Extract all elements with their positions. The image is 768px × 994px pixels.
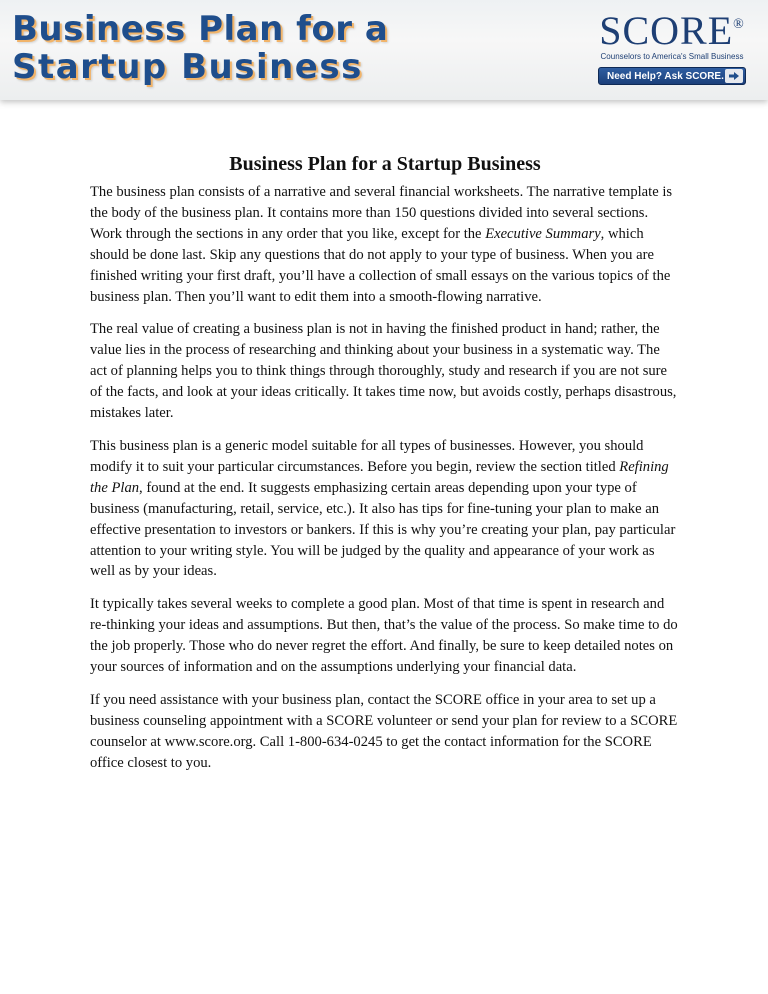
document-body	[90, 152, 680, 786]
registered-mark: ®	[733, 17, 745, 32]
paragraph-intro	[90, 182, 680, 307]
score-logo-block	[592, 8, 752, 85]
ask-score-button-label: Need Help? Ask SCORE.	[607, 70, 724, 82]
arrow-right-icon	[725, 69, 743, 83]
banner-title-line1: Business Plan for a	[12, 9, 389, 49]
ask-score-button[interactable]	[598, 67, 746, 85]
banner-title-line2: Startup Business	[12, 47, 363, 87]
paragraph-generic-text-a: This business plan is a generic model suitable for all types of businesses. However, you should modify it to suit your particular circumstances. Before you begin, review the section titled	[90, 437, 644, 475]
paragraph-generic-model	[90, 436, 680, 582]
refining-the-plan-emphasis: Refining the Plan	[90, 458, 669, 496]
paragraph-intro-text-b: , which should be done last. Skip any questions that do not apply to your type of business. When you are finished writing your first draft, you’ll have a collection of small essays on the various topics of the business plan. Then you’ll want to edit them into a smooth-flowing narrative.	[90, 225, 671, 305]
score-tagline: Counselors to America's Small Business	[600, 52, 744, 61]
paragraph-intro-text-a: The business plan consists of a narrative and several financial worksheets. The narrative template is the body of the business plan. It contains more than 150 questions divided into several sections. Work through the sections in any order that you like, except for the	[90, 184, 673, 242]
paragraph-generic-text-b: , found at the end. It suggests emphasizing certain areas depending upon your type of business (manufacturing, retail, service, etc.). It also has tips for fine-tuning your plan to make an effective presentation to investors or bankers. If this is why you’re creating your plan, pay particular attention to your writing style. You will be judged by the quality and appearance of your work as well as by your ideas.	[90, 479, 676, 580]
executive-summary-emphasis: Executive Summary	[485, 225, 601, 242]
paragraph-timing: It typically takes several weeks to complete a good plan. Most of that time is spent in research and re-thinking your ideas and assumptions. But then, that’s the value of the process. So make time to do the job properly. Those who do never regret the effort. And finally, be sure to keep detailed notes on your sources of information and on the assumptions underlying your financial data.	[90, 596, 678, 676]
score-logo[interactable]	[592, 8, 752, 53]
banner-title	[12, 10, 388, 86]
paragraph-value: The real value of creating a business plan is not in having the finished product in hand; rather, the value lies in the process of researching and thinking about your business in a systematic way. The act of planning helps you to think things through thoroughly, study and research if you are not sure of the facts, and look at your ideas critically. It takes time now, but avoids costly, perhaps disastrous, mistakes later.	[90, 321, 677, 422]
header-banner	[0, 0, 768, 100]
score-logo-text: SCORE	[599, 8, 734, 53]
paragraph-assistance: If you need assistance with your business plan, contact the SCORE office in your area to set up a business counseling appointment with a SCORE volunteer or send your plan for review to a SCORE counselor at www.score.org. Call 1-800-634-0245 to get the contact information for the SCORE office closest to you.	[90, 691, 678, 771]
document-title: Business Plan for a Startup Business	[229, 153, 541, 175]
